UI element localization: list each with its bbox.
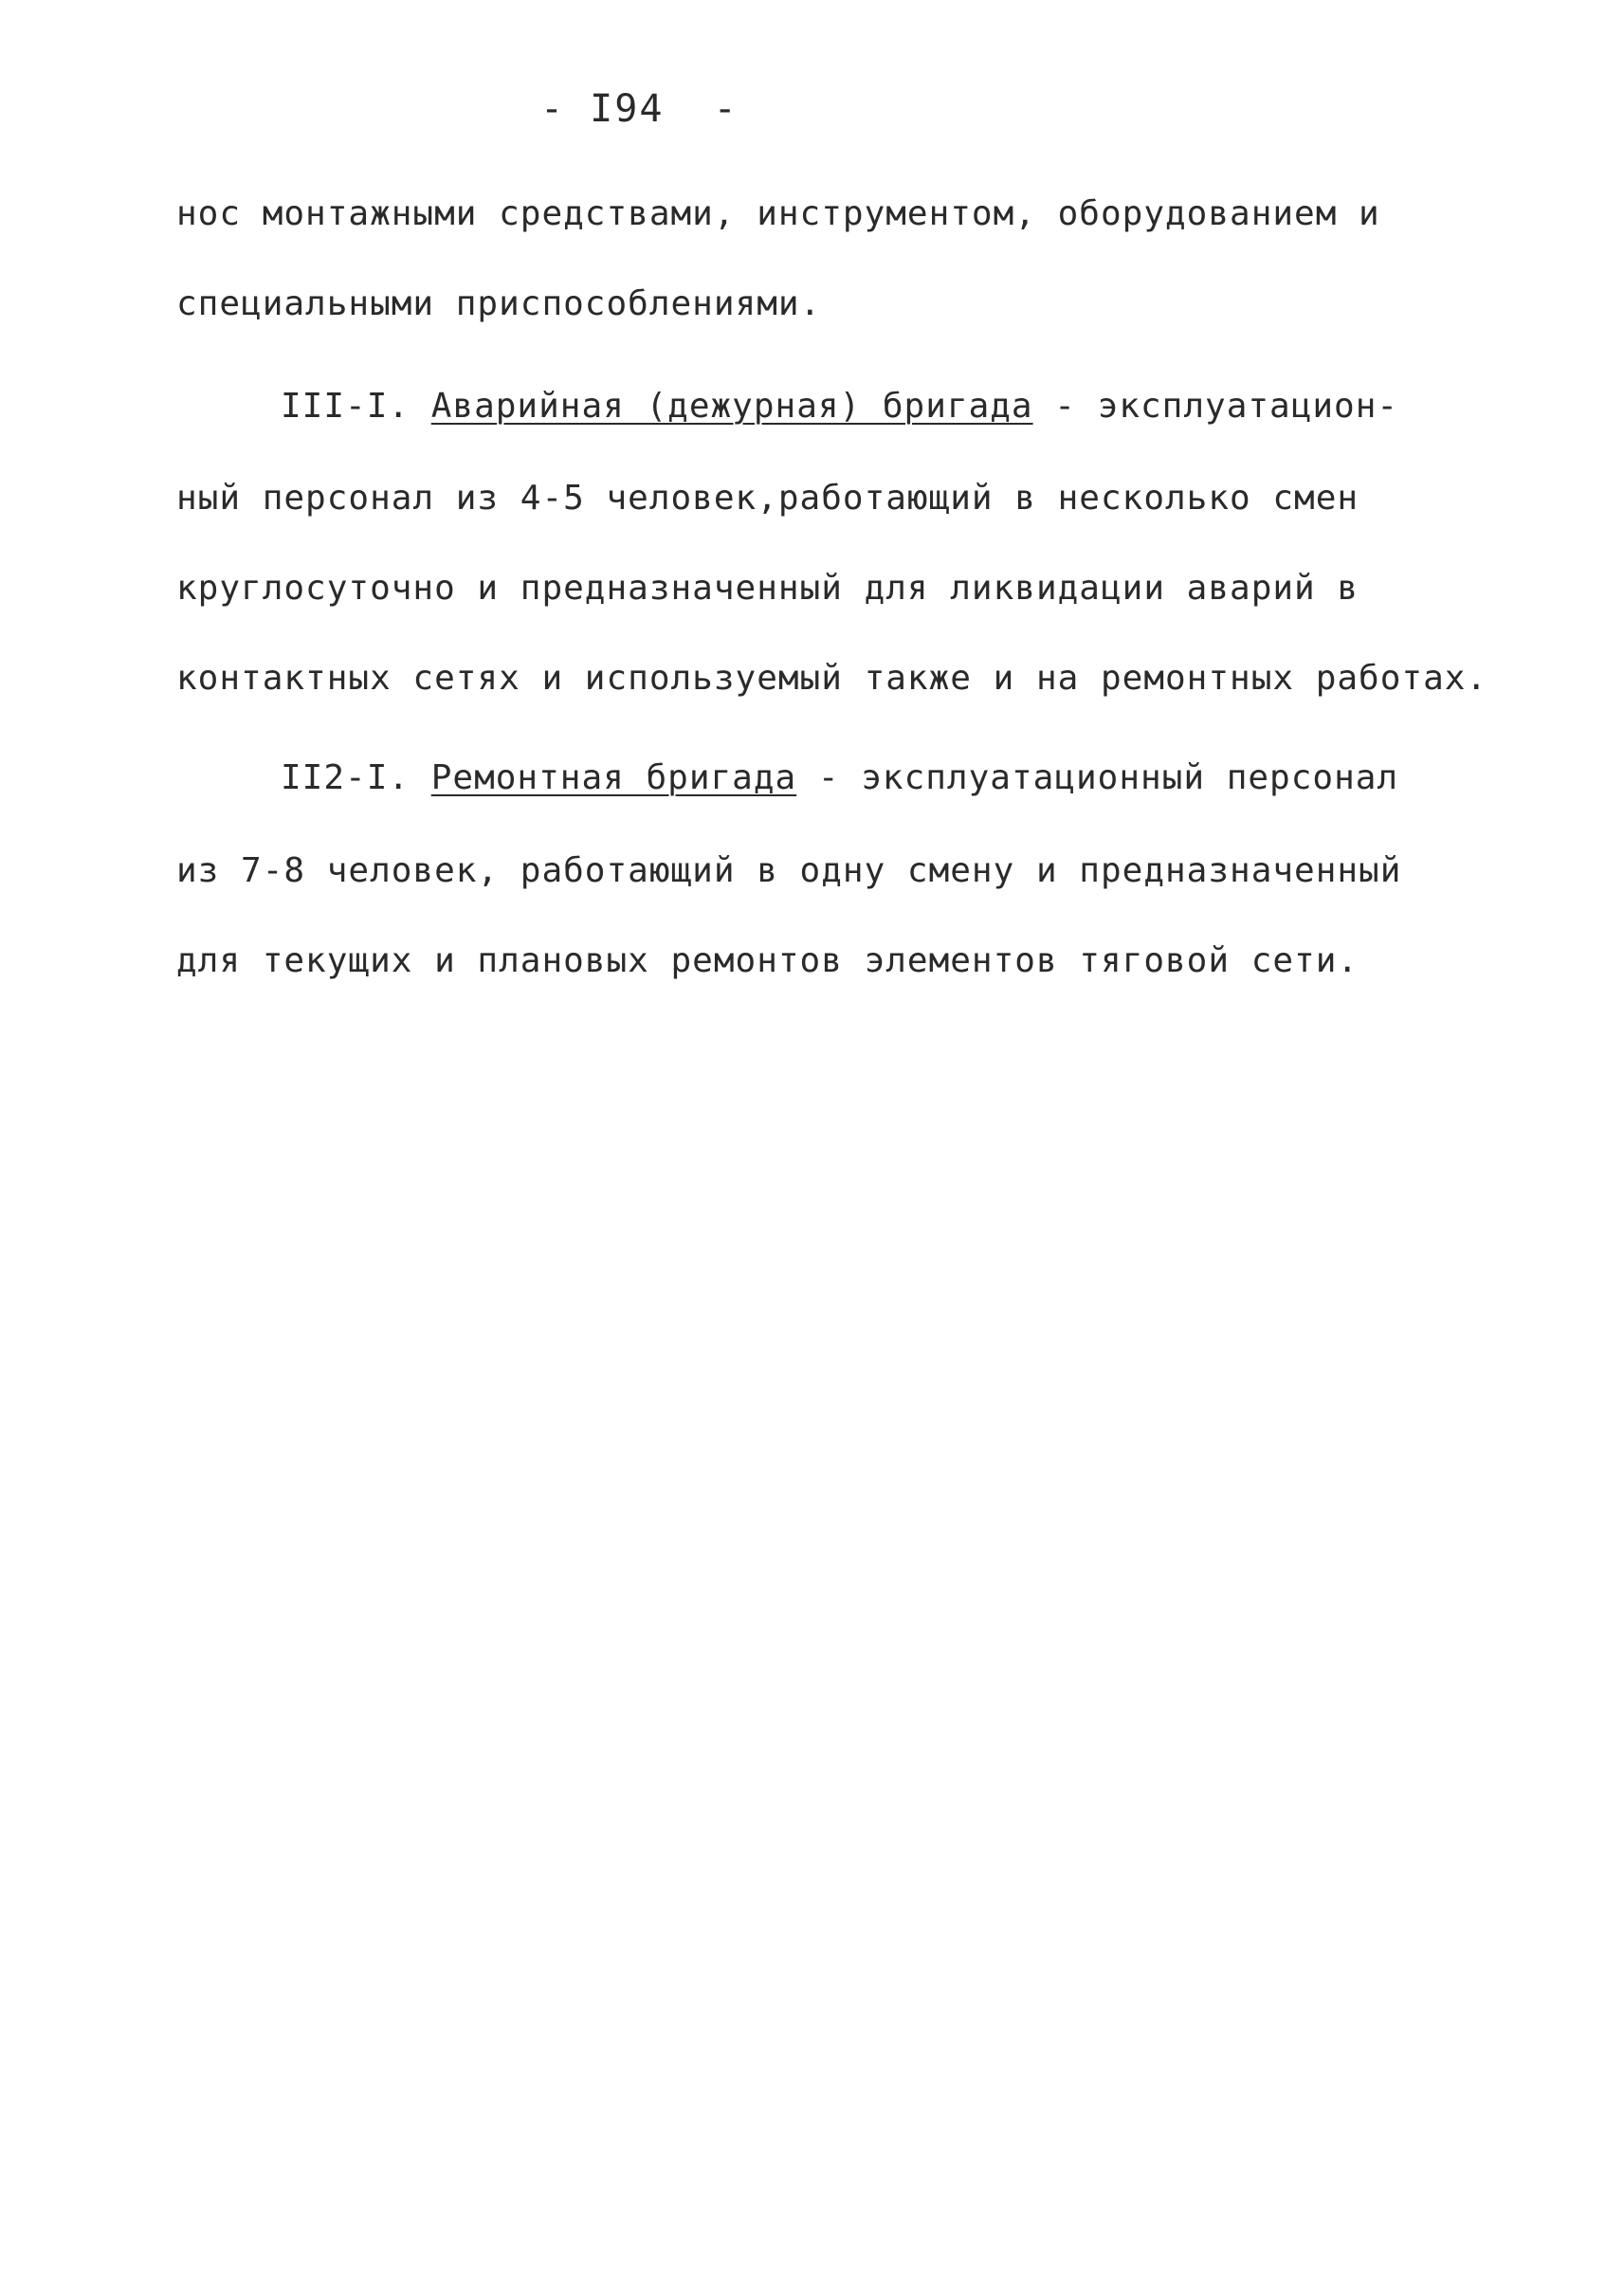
paragraph-0-line-2: специальными приспособлениями. [176, 284, 822, 323]
paragraph-1-line-2: ный персонал из 4-5 человек,работающий в несколько смен [176, 479, 1359, 518]
paragraph-2-line-1-rest: - эксплуатационный персонал [817, 758, 1399, 797]
paragraph-2-line-2: из 7-8 человек, работающий в одну смену и предназначенный [176, 851, 1402, 890]
page-number: - I94 - [540, 87, 739, 131]
paragraph-2-line-1 [281, 758, 1398, 797]
paragraph-1-line-3: круглосуточно и предназначенный для ликвидации аварий в [176, 569, 1359, 608]
paragraph-1-term: Аварийная (дежурная) бригада [430, 387, 1033, 426]
paragraph-0-line-1: нос монтажными средствами, инструментом, оборудованием и [176, 194, 1380, 233]
paragraph-1-line-1-rest: - эксплуатацион- [1054, 387, 1399, 426]
paragraph-2-line-3: для текущих и плановых ремонтов элементов тяговой сети. [176, 941, 1359, 980]
paragraph-2-term: Ремонтная бригада [430, 758, 797, 797]
paragraph-1-number: III-I. [281, 387, 411, 426]
paragraph-1-line-4: контактных сетях и используемый также и на ремонтных работах. [176, 659, 1488, 698]
paragraph-1-line-1 [281, 387, 1398, 426]
paragraph-2-number: II2-I. [281, 758, 411, 797]
